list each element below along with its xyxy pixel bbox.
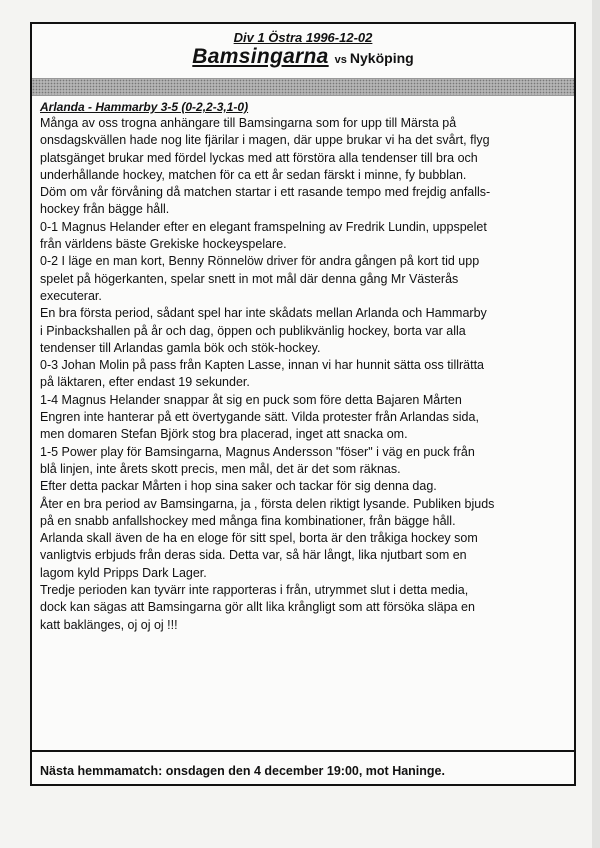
next-home-match: Nästa hemmamatch: onsdagen den 4 december 19:00, mot Haninge.: [40, 764, 445, 778]
report-line: spelet på högerkanten, spelar snett in mot mål där denna gång Mr Västerås: [40, 271, 459, 286]
report-line: Många av oss trogna anhängare till Bamsingarna som for upp till Märsta på: [40, 116, 457, 130]
page-header: [32, 24, 574, 78]
footer-divider: [32, 750, 574, 752]
newsletter-page: [30, 22, 576, 786]
report-line: Efter detta packar Mårten i hop sina saker och tackar för sig denna dag.: [40, 479, 437, 494]
report-line: dock kan sägas att Bamsingarna gör allt lika krångligt som att försöka släpa en: [40, 600, 475, 615]
report-line: underhållande hockey, matchen för ca ett år sedan färskt i minne, fy bubblan.: [40, 167, 467, 182]
page-edge-shadow: [592, 0, 600, 848]
report-line: Åter en bra period av Bamsingarna, ja , första delen riktigt lysande. Publiken bjuds: [40, 496, 495, 511]
report-line: tendenser till Arlandas gamla bök och stök-hockey.: [40, 340, 321, 355]
report-line: Arlanda skall även de ha en eloge för sitt spel, borta är den tråkiga hockey som: [40, 531, 478, 546]
report-line: 1-5 Power play för Bamsingarna, Magnus Andersson "föser" i väg en puck från: [40, 444, 475, 459]
report-line: i Pinbackshallen på år och dag, öppen och publikvänlig hockey, borta var alla: [40, 323, 466, 338]
opponent-name: Nyköping: [349, 50, 414, 66]
report-line: vanligtvis erbjuds från deras sida. Detta var, så här långt, lika njutbart som en: [40, 548, 467, 563]
report-line: En bra första period, sådant spel har inte skådats mellan Arlanda och Hammarby: [40, 306, 487, 321]
report-line: onsdagskvällen hade nog lite fjärilar i magen, där uppe brukar vi ha det svårt, flyg: [40, 133, 490, 148]
game-result-heading: Arlanda - Hammarby 3-5 (0-2,2-3,1-0): [40, 100, 249, 114]
report-line: 1-4 Magnus Helander snappar åt sig en puck som före detta Bajaren Mårten: [40, 392, 462, 407]
report-line: på läktaren, efter endast 19 sekunder.: [40, 375, 250, 390]
report-line: executerar.: [40, 288, 102, 303]
matchup-title: [32, 45, 574, 69]
report-line: platsgänget brukar med fördel lyckas med att förstöra alla tendenser till bra och: [40, 150, 478, 165]
report-line: Tredje perioden kan tyvärr inte rapporteras i från, utrymmet slut i detta media,: [40, 583, 469, 598]
division-date: Div 1 Östra 1996-12-02: [233, 30, 373, 45]
report-line: hockey från bägge håll.: [40, 202, 170, 217]
report-line: blå linjen, inte årets skott precis, men mål, det är det som räknas.: [40, 461, 401, 476]
report-line: lagom kyld Pripps Dark Lager.: [40, 565, 207, 580]
report-line: Döm om vår förvåning då matchen startar i ett rasande tempo med frejdig anfalls-: [40, 185, 491, 200]
report-line: 0-2 I läge en man kort, Benny Rönnelöw driver för andra gången på kort tid upp: [40, 254, 480, 269]
match-report: [32, 96, 574, 634]
report-line: katt baklänges, oj oj oj !!!: [40, 617, 178, 632]
team-name: Bamsingarna: [192, 45, 329, 68]
report-line: från världens bäste Grekiske hockeyspelare.: [40, 237, 287, 252]
report-line: 0-1 Magnus Helander efter en elegant framspelning av Fredrik Lundin, uppspelet: [40, 219, 487, 234]
report-body: [40, 115, 566, 634]
report-line: men domaren Stefan Björk stog bra placerad, inget att snacka om.: [40, 427, 408, 442]
report-line: på en snabb anfallshockey med många fina kombinationer, från bägge håll.: [40, 513, 456, 528]
report-line: 0-3 Johan Molin på pass från Kapten Lasse, innan vi har hunnit sätta oss tillrätta: [40, 358, 485, 373]
halftone-band: [32, 78, 574, 96]
vs-label: vs: [334, 54, 347, 66]
report-line: Engren inte hanterar på ett övertygande sätt. Vilda protester från Arlandas sida,: [40, 410, 479, 425]
